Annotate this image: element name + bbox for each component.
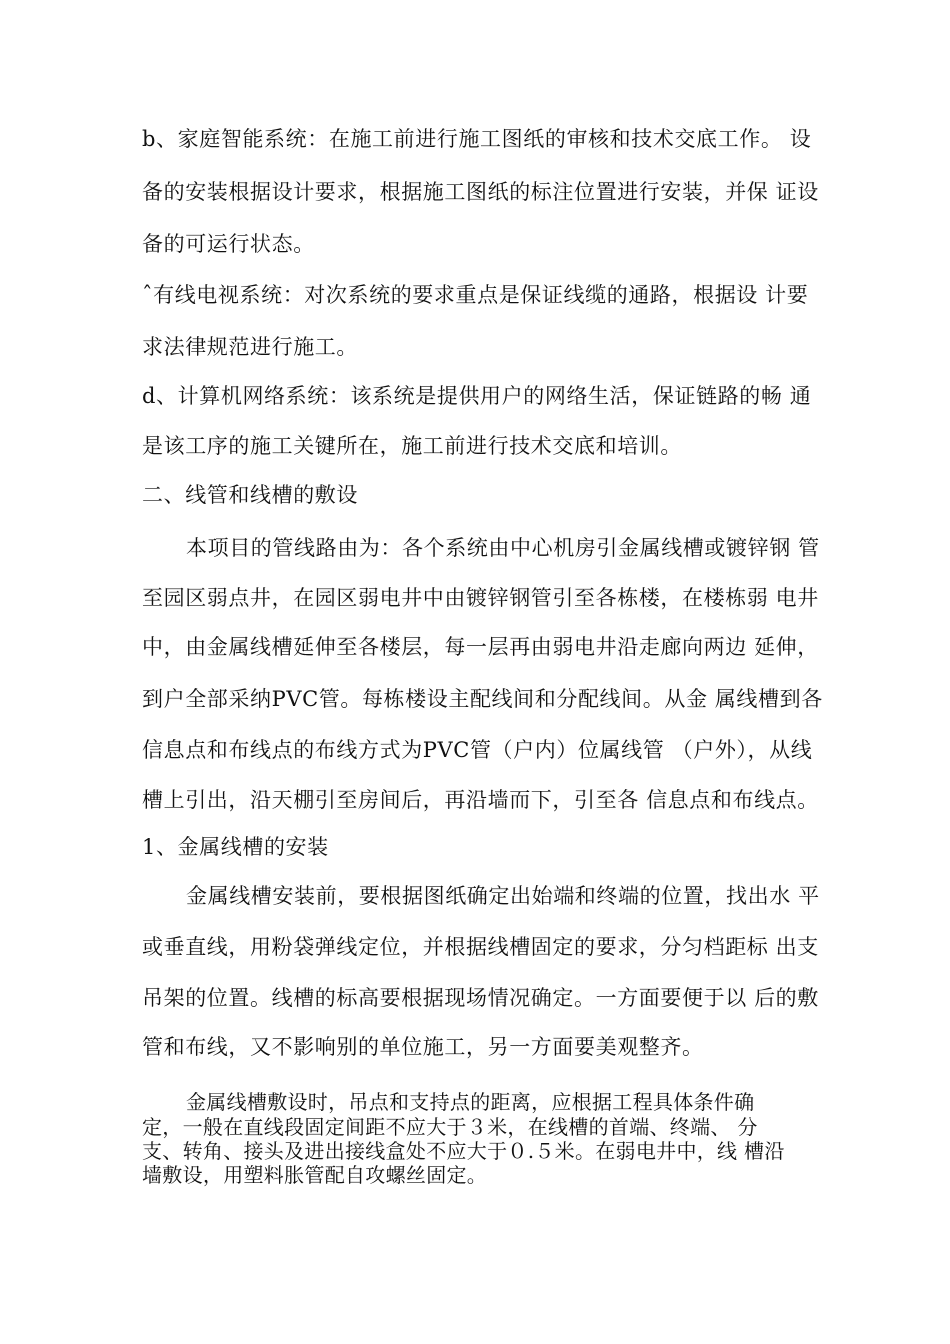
text-line: 金属线槽敷设时，吊点和支持点的距离，应根据工程具体条件确	[186, 1090, 755, 1114]
text-line: 支、转角、接头及进出接线盒处不应大于０.５米。在弱电井中，线 槽沿	[142, 1139, 785, 1163]
text-line: 求法律规范进行施工。	[142, 335, 358, 359]
text-line: 中，由金属线槽延伸至各楼层，每一层再由弱电井沿走廊向两边 延伸，	[142, 635, 819, 659]
text-line: 槽上引出，沿天棚引至房间后，再沿墙而下，引至各 信息点和布线点。	[142, 788, 819, 812]
text-line: 本项目的管线路由为：各个系统由中心机房引金属线槽或镀锌钢 管	[186, 536, 820, 560]
text-line: 吊架的位置。线槽的标高要根据现场情况确定。一方面要便于以 后的敷	[142, 986, 819, 1010]
subsection-heading: 1、金属线槽的安装	[142, 835, 329, 859]
text-line: 管和布线，又不影响别的单位施工，另一方面要美观整齐。	[142, 1035, 704, 1059]
text-line: d、计算机网络系统：该系统是提供用户的网络生活，保证链路的畅 通	[142, 384, 812, 408]
text-line: 到户全部采纳PVC管。每栋楼设主配线间和分配线间。从金 属线槽到各	[142, 687, 823, 711]
text-line: 或垂直线，用粉袋弹线定位，并根据线槽固定的要求，分匀档距标 出支	[142, 935, 819, 959]
text-line: 墙敷设，用塑料胀管配自攻螺丝固定。	[142, 1163, 488, 1187]
text-line: 备的可运行状态。	[142, 232, 315, 256]
text-line: 定，一般在直线段固定间距不应大于３米，在线槽的首端、终端、 分	[142, 1115, 758, 1139]
text-line: b、家庭智能系统：在施工前进行施工图纸的审核和技术交底工作。 设	[142, 127, 812, 151]
text-line: 是该工序的施工关键所在，施工前进行技术交底和培训。	[142, 434, 682, 458]
text-line: 信息点和布线点的布线方式为PVC管（户内）位属线管 （户外），从线	[142, 738, 813, 762]
text-line: 金属线槽安装前，要根据图纸确定出始端和终端的位置，找出水 平	[186, 884, 820, 908]
text-line: ˆ有线电视系统：对次系统的要求重点是保证线缆的通路，根据设 计要	[142, 283, 809, 307]
text-line: 至园区弱点井，在园区弱电井中由镀锌钢管引至各栋楼，在楼栋弱 电井	[142, 586, 819, 610]
text-line: 备的安装根据设计要求，根据施工图纸的标注位置进行安装，并保 证设	[142, 180, 819, 204]
section-heading: 二、线管和线槽的敷设	[142, 483, 358, 507]
